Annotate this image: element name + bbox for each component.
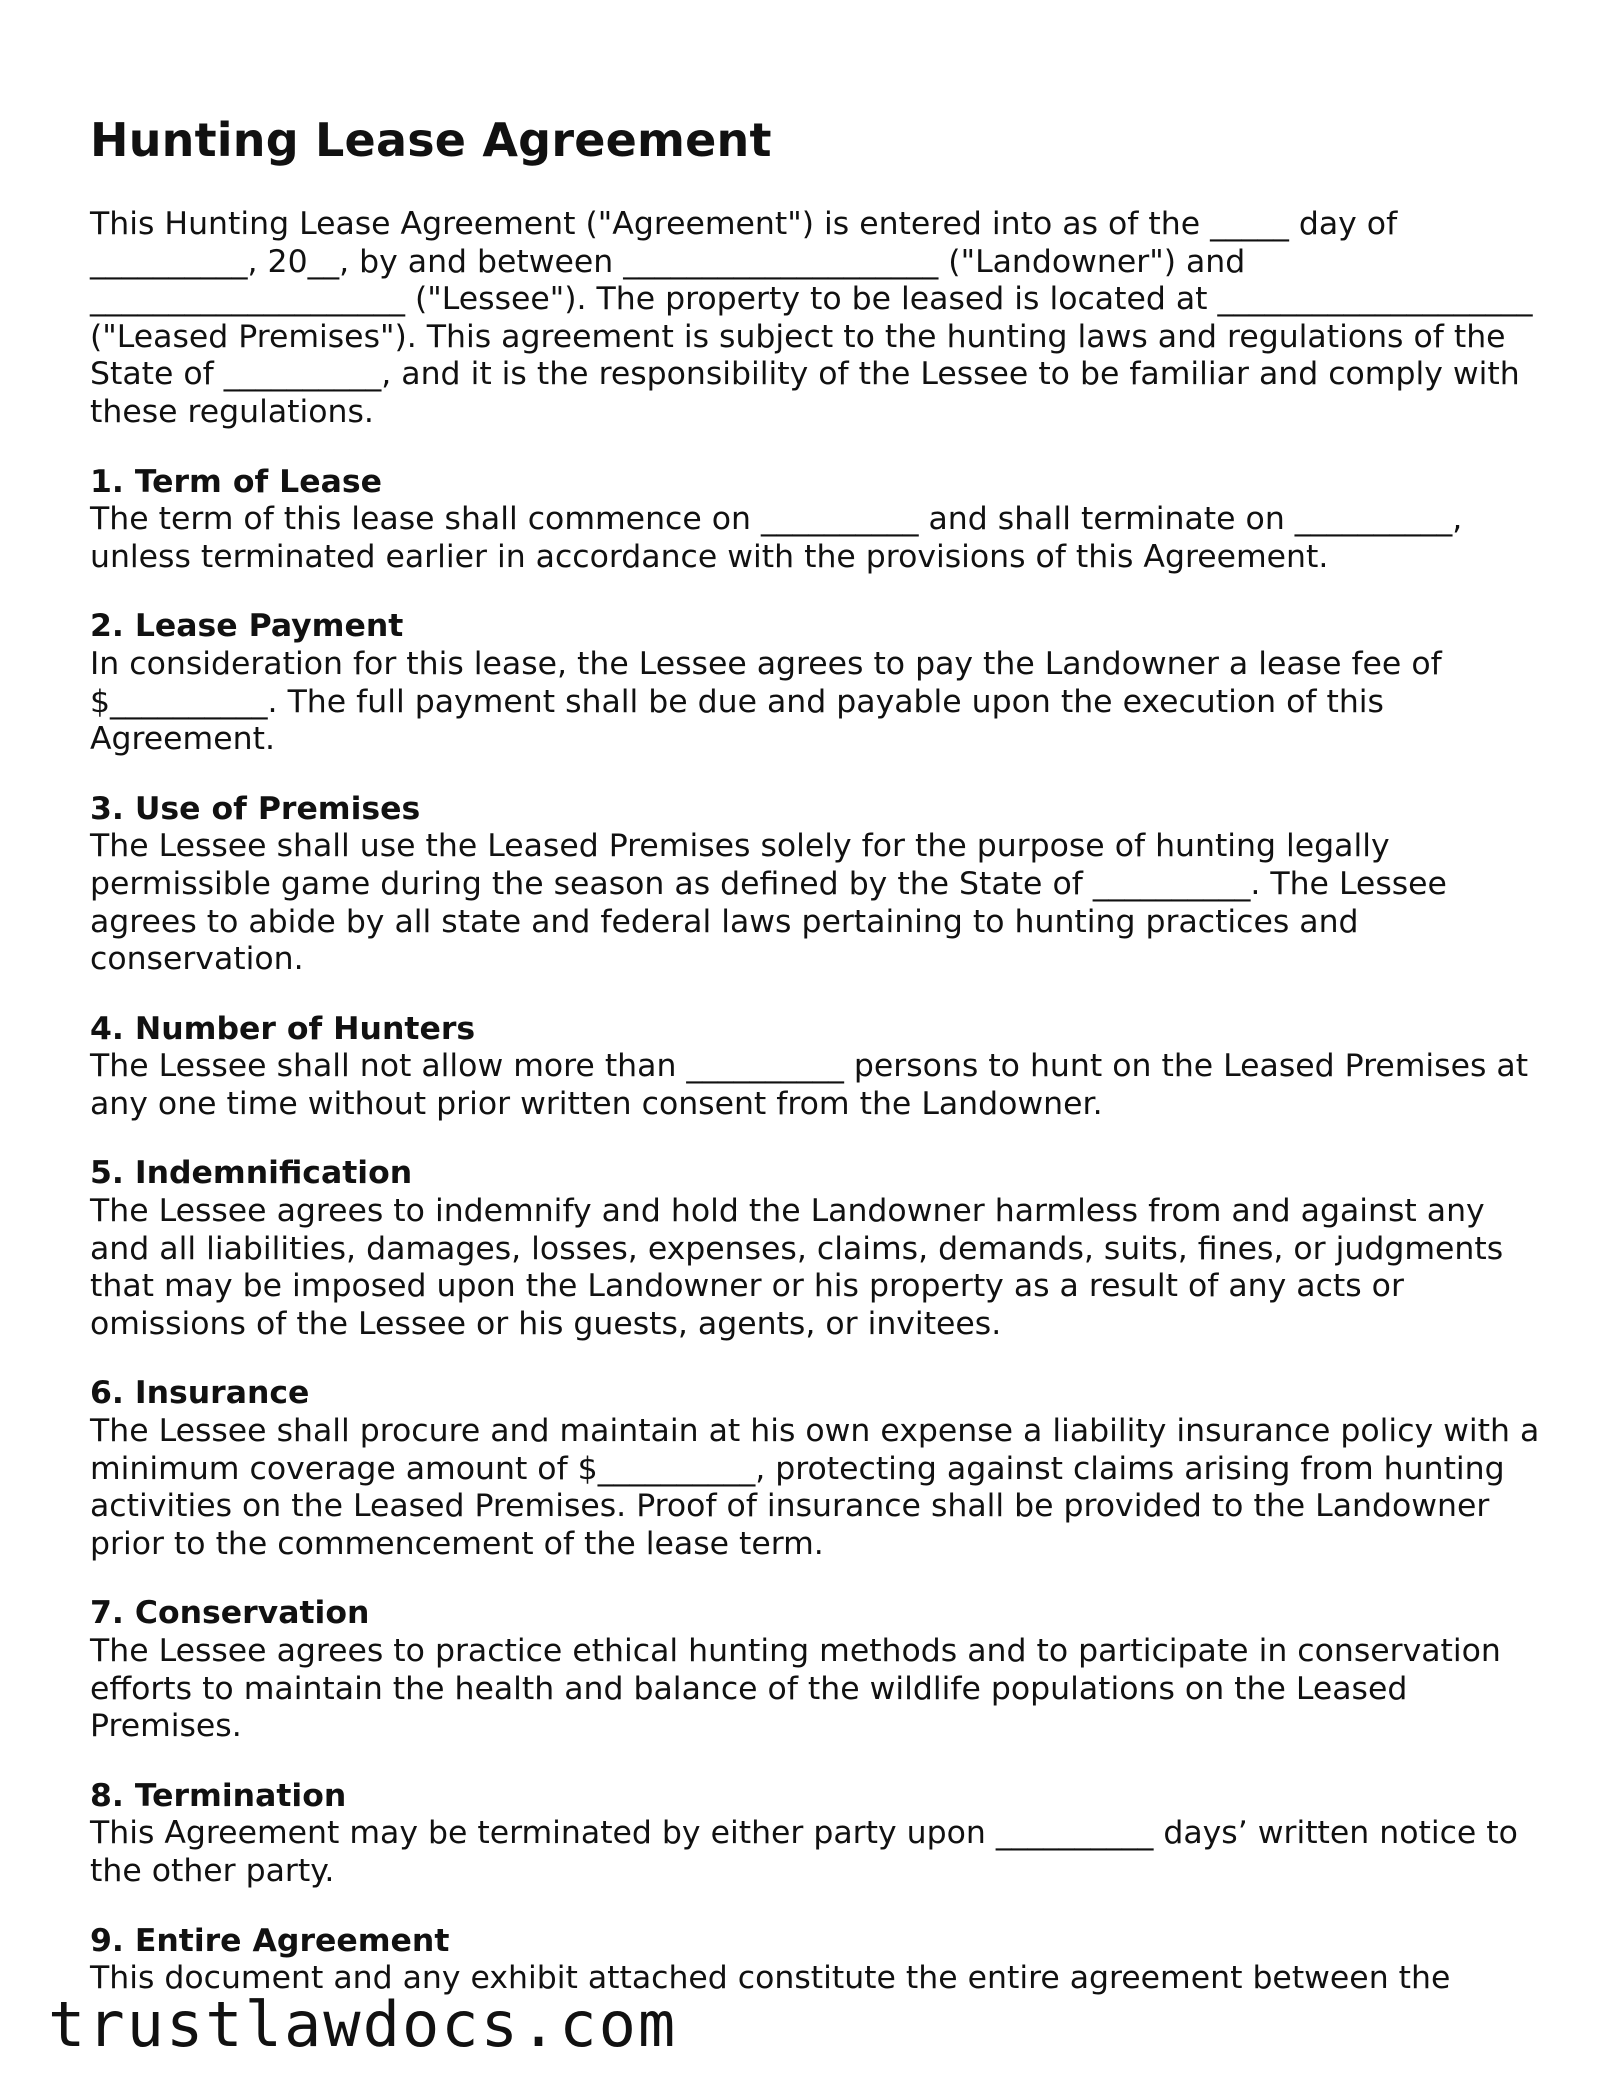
section-heading: 4. Number of Hunters xyxy=(90,1010,476,1047)
section-heading: 5. Indemnification xyxy=(90,1155,413,1192)
section-heading: 1. Term of Lease xyxy=(90,463,382,500)
section-insurance xyxy=(90,1375,1550,1563)
section-use-of-premises xyxy=(90,791,1550,979)
section-heading: 3. Use of Premises xyxy=(90,790,421,827)
section-heading: 7. Conservation xyxy=(90,1595,370,1632)
section-body: The Lessee shall not allow more than __________ persons to hunt on the Leased Premises at any one time without prior written consent from the Landowner. xyxy=(90,1048,1529,1122)
section-body: This Agreement may be terminated by either party upon __________ days’ written notice to the other party. xyxy=(90,1815,1518,1889)
section-body: This document and any exhibit attached constitute the entire agreement between the xyxy=(90,1960,1451,1997)
section-heading: 2. Lease Payment xyxy=(90,608,404,645)
watermark: trustlawdocs.com xyxy=(48,1988,678,2061)
section-body: In consideration for this lease, the Lessee agrees to pay the Landowner a lease fee of $__________. The full payment shall be due and payable upon the execution of this Agreement. xyxy=(90,645,1442,758)
section-heading: 6. Insurance xyxy=(90,1375,310,1412)
section-body: The Lessee shall procure and maintain at his own expense a liability insurance policy with a minimum coverage amount of $__________, protecting against claims arising from hunting activities on the Leased Premises. Proof of insurance shall be provided to the Landowner prior to the commencement of the lease term. xyxy=(90,1413,1540,1562)
section-body: The Lessee shall use the Leased Premises solely for the purpose of hunting legally permissible game during the season as defined by the State of __________. The Lessee agrees to abide by all state and federal laws pertaining to hunting practices and conservation. xyxy=(90,828,1447,978)
section-lease-payment xyxy=(90,608,1550,758)
document-page xyxy=(90,104,1550,1998)
section-body: The term of this lease shall commence on __________ and shall terminate on __________, unless terminated earlier in accordance with the provisions of this Agreement. xyxy=(90,501,1463,575)
section-conservation xyxy=(90,1595,1550,1745)
section-termination xyxy=(90,1778,1550,1891)
section-body: The Lessee agrees to indemnify and hold the Landowner harmless from and against any and all liabilities, damages, losses, expenses, claims, demands, suits, fines, or judgments that may be imposed upon the Landowner or his property as a result of any acts or omissions of the Lessee or his guests, agents, or invitees. xyxy=(90,1193,1504,1342)
section-number-of-hunters xyxy=(90,1011,1550,1124)
section-indemnification xyxy=(90,1155,1550,1343)
document-title: Hunting Lease Agreement xyxy=(90,113,772,167)
section-body: The Lessee agrees to practice ethical hunting methods and to participate in conservation efforts to maintain the health and balance of the wildlife populations on the Leased Premises. xyxy=(90,1633,1501,1745)
section-term-of-lease xyxy=(90,464,1550,577)
intro-paragraph: This Hunting Lease Agreement ("Agreement") is entered into as of the _____ day of __________, 20__, by and between ____________________ ("Landowner") and ____________________ ("Lessee"). The property to be leased is located at ____________________ ("Leased Premises"). This agreement is subject to the hunting laws and regulations of the State of __________, and it is the responsibility of the Lessee to be familiar and comply with these regulations. xyxy=(90,206,1533,430)
section-heading: 9. Entire Agreement xyxy=(90,1922,450,1959)
section-heading: 8. Termination xyxy=(90,1777,347,1814)
section-entire-agreement xyxy=(90,1923,1550,1998)
